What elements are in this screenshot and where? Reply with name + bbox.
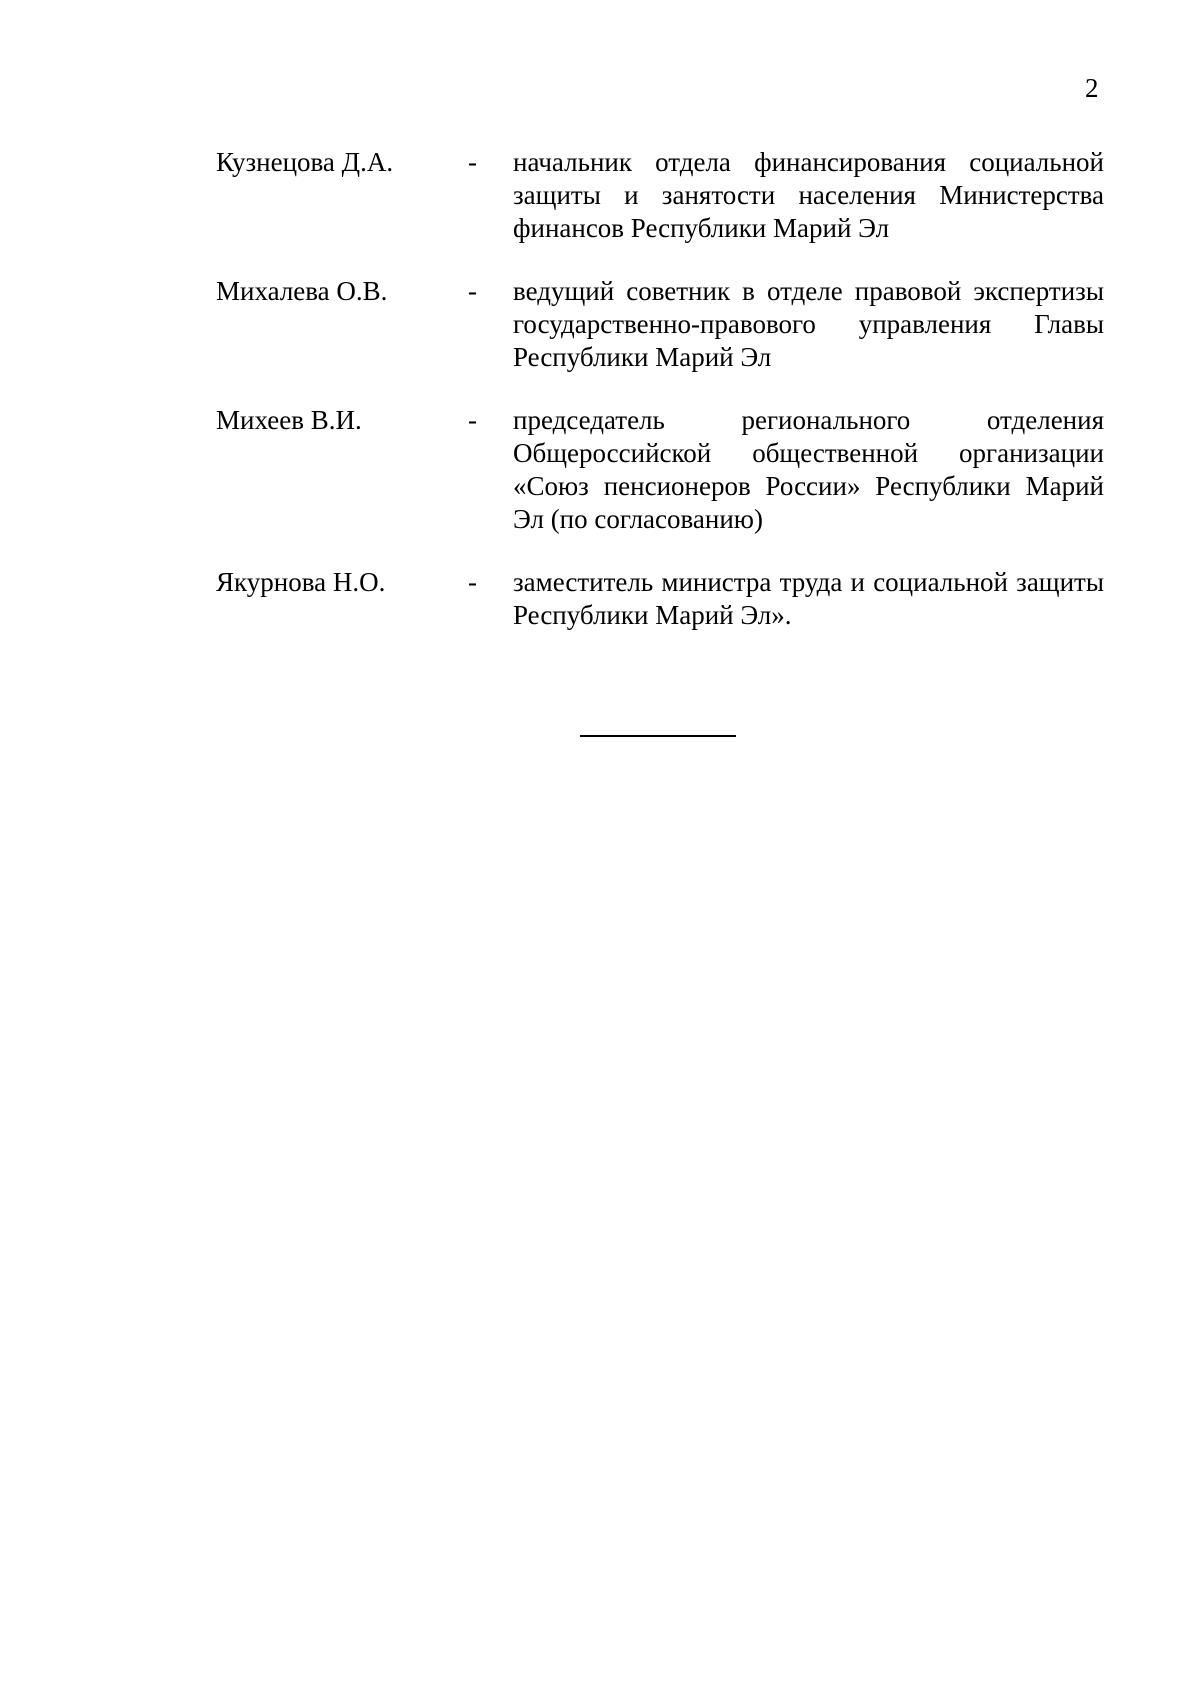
member-row	[216, 275, 1104, 374]
member-dash: -	[468, 567, 477, 597]
member-dash: -	[468, 405, 477, 435]
page-number: 2	[1085, 73, 1099, 103]
member-name: Михалева О.В.	[216, 276, 388, 306]
member-row	[216, 146, 1104, 245]
member-row	[216, 404, 1104, 536]
closing-rule	[580, 735, 736, 737]
member-role: ведущий советник в отделе правовой экспертизы государственно-правового управления Главы Республики Марий Эл	[513, 276, 1104, 372]
member-row	[216, 566, 1104, 632]
member-list	[216, 146, 1104, 662]
member-name: Кузнецова Д.А.	[216, 147, 394, 177]
member-dash: -	[468, 276, 477, 306]
member-name: Михеев В.И.	[216, 405, 362, 435]
member-role: начальник отдела финансирования социальной защиты и занятости населения Министерства финансов Республики Марий Эл	[513, 147, 1104, 243]
member-name: Якурнова Н.О.	[216, 567, 386, 597]
member-dash: -	[468, 147, 477, 177]
member-role: председатель регионального отделения Общероссийской общественной организации «Союз пенсионеров России» Республики Марий Эл (по согласованию)	[513, 405, 1104, 534]
member-role: заместитель министра труда и социальной защиты Республики Марий Эл».	[513, 567, 1104, 630]
